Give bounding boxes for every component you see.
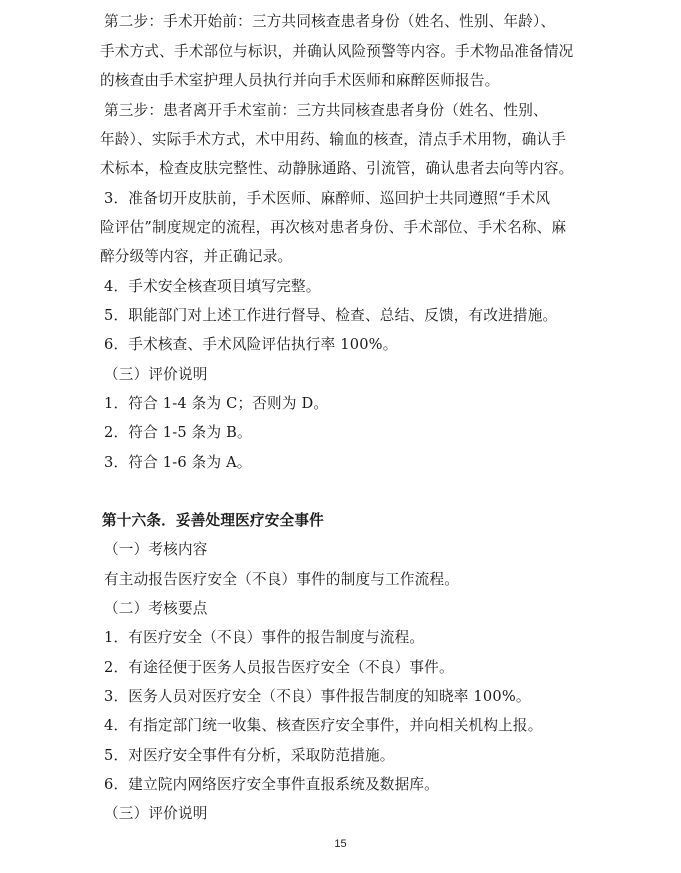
paragraph-line: 年龄）、实际手术方式，术中用药、输血的核查，清点手术用物，确认手 — [100, 131, 567, 148]
paragraph-line: 术标本，检查皮肤完整性、动静脉通路、引流管，确认患者去向等内容。 — [100, 160, 574, 177]
list-item: 5．对医疗安全事件有分析，采取防范措施。 — [104, 747, 395, 764]
list-item: 1．符合 1-4 条为 C；否则为 D。 — [104, 395, 329, 412]
list-item: 6．手术核查、手术风险评估执行率 100%。 — [104, 336, 398, 353]
section-subheading: （二）考核要点 — [104, 600, 208, 617]
paragraph-line: 有主动报告医疗安全（不良）事件的制度与工作流程。 — [104, 571, 460, 588]
paragraph-line: 手术方式、手术部位与标识，并确认风险预警等内容。手术物品准备情况 — [100, 43, 574, 60]
section-subheading: （一）考核内容 — [104, 541, 208, 558]
page-number: 15 — [334, 838, 347, 850]
list-item: 1．有医疗安全（不良）事件的报告制度与流程。 — [104, 629, 425, 646]
paragraph-line: 第二步：手术开始前：三方共同核查患者身份（姓名、性别、年龄）、 — [104, 13, 556, 30]
paragraph-line: 第三步：患者离开手术室前：三方共同核查患者身份（姓名、性别、 — [104, 102, 548, 119]
list-item: 2．有途径便于医务人员报告医疗安全（不良）事件。 — [104, 659, 454, 676]
list-item: 3．符合 1-6 条为 A。 — [104, 454, 252, 471]
paragraph-line: 醉分级等内容，并正确记录。 — [100, 248, 293, 265]
list-item: 5．职能部门对上述工作进行督导、检查、总结、反馈，有改进措施。 — [104, 307, 558, 324]
paragraph-line: 的核查由手术室护理人员执行并向手术医师和麻醉医师报告。 — [100, 72, 500, 89]
list-item: 2．符合 1-5 条为 B。 — [104, 424, 252, 441]
list-item: 4．有指定部门统一收集、核查医疗安全事件，并向相关机构上报。 — [104, 717, 543, 734]
paragraph-line: 险评估”制度规定的流程，再次核对患者身份、手术部位、手术名称、麻 — [100, 219, 567, 236]
section-subheading: （三）评价说明 — [104, 366, 208, 383]
article-heading: 第十六条．妥善处理医疗安全事件 — [102, 512, 324, 529]
list-item: 4．手术安全核查项目填写完整。 — [104, 278, 321, 295]
list-item: 3．医务人员对医疗安全（不良）事件报告制度的知晓率 100%。 — [104, 688, 531, 705]
paragraph-line: 3．准备切开皮肤前，手术医师、麻醉师、巡回护士共同遵照“手术风 — [104, 190, 551, 207]
list-item: 6．建立院内网络医疗安全事件直报系统及数据库。 — [104, 776, 439, 793]
section-subheading: （三）评价说明 — [104, 805, 208, 822]
